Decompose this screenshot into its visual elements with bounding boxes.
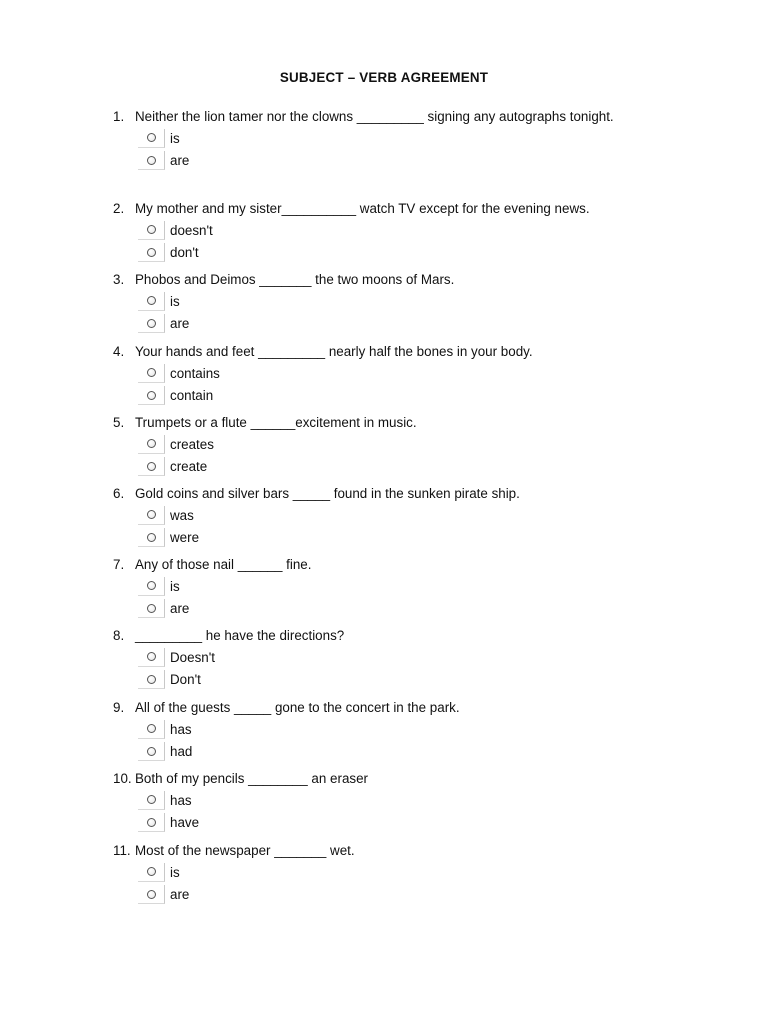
question-line — [113, 198, 673, 219]
radio-circle-icon — [147, 818, 156, 827]
option-label: Doesn't — [170, 649, 215, 665]
option-label: are — [170, 316, 190, 332]
radio-button[interactable] — [138, 364, 165, 383]
radio-button[interactable] — [138, 648, 165, 667]
answer-options — [138, 646, 673, 691]
radio-circle-icon — [147, 225, 156, 234]
question-line — [113, 768, 673, 789]
radio-circle-icon — [147, 652, 156, 661]
question-number: 6. — [113, 486, 125, 501]
question-number: 11. — [113, 843, 131, 858]
question-line — [113, 840, 673, 861]
answer-option[interactable] — [138, 219, 673, 242]
option-label: contains — [170, 365, 220, 381]
radio-circle-icon — [147, 795, 156, 804]
question-number: 4. — [113, 344, 125, 359]
radio-button[interactable] — [138, 528, 165, 547]
question-text: Your hands and feet _________ nearly half the bones in your body. — [135, 344, 533, 359]
radio-circle-icon — [147, 890, 156, 899]
option-label: creates — [170, 436, 214, 452]
question-line — [113, 269, 673, 290]
answer-option[interactable] — [138, 504, 673, 527]
question-text: My mother and my sister__________ watch TV except for the evening news. — [135, 201, 590, 216]
question-5 — [113, 412, 673, 478]
question-number: 9. — [113, 700, 125, 715]
question-text: Gold coins and silver bars _____ found in the sunken pirate ship. — [135, 486, 520, 501]
radio-circle-icon — [147, 391, 156, 400]
option-label: is — [170, 293, 180, 309]
answer-option[interactable] — [138, 646, 673, 669]
radio-button[interactable] — [138, 670, 165, 689]
radio-circle-icon — [147, 248, 156, 257]
question-number: 10. — [113, 771, 132, 786]
radio-circle-icon — [147, 133, 156, 142]
answer-option[interactable] — [138, 150, 633, 173]
question-text: Any of those nail ______ fine. — [135, 557, 312, 572]
option-label: is — [170, 864, 180, 880]
radio-button[interactable] — [138, 457, 165, 476]
question-number: 3. — [113, 272, 125, 287]
question-text: All of the guests _____ gone to the concert in the park. — [135, 700, 460, 715]
question-text: Neither the lion tamer nor the clowns _________ signing any autographs tonight. — [135, 109, 614, 124]
question-number: 1. — [113, 109, 125, 124]
radio-button[interactable] — [138, 885, 165, 904]
answer-option[interactable] — [138, 812, 673, 835]
answer-option[interactable] — [138, 884, 673, 907]
question-text: Both of my pencils ________ an eraser — [135, 771, 368, 786]
question-number: 8. — [113, 628, 125, 643]
answer-option[interactable] — [138, 598, 673, 621]
answer-option[interactable] — [138, 669, 673, 692]
option-label: had — [170, 744, 193, 760]
question-number: 7. — [113, 557, 125, 572]
question-line — [113, 412, 673, 433]
question-text: Trumpets or a flute ______excitement in music. — [135, 415, 417, 430]
answer-option[interactable] — [138, 456, 673, 479]
radio-button[interactable] — [138, 863, 165, 882]
radio-circle-icon — [147, 439, 156, 448]
radio-circle-icon — [147, 533, 156, 542]
radio-circle-icon — [147, 724, 156, 733]
question-line — [113, 697, 673, 718]
radio-button[interactable] — [138, 386, 165, 405]
option-label: has — [170, 721, 192, 737]
radio-circle-icon — [147, 510, 156, 519]
answer-option[interactable] — [138, 527, 673, 550]
option-label: are — [170, 153, 190, 169]
option-label: create — [170, 459, 208, 475]
answer-options — [138, 718, 673, 763]
radio-button[interactable] — [138, 221, 165, 240]
radio-circle-icon — [147, 581, 156, 590]
option-label: Don't — [170, 672, 201, 688]
radio-button[interactable] — [138, 577, 165, 596]
question-line — [113, 106, 633, 127]
answer-option[interactable] — [138, 861, 673, 884]
answer-options — [138, 504, 673, 549]
answer-option[interactable] — [138, 433, 673, 456]
question-6 — [113, 483, 673, 549]
radio-circle-icon — [147, 368, 156, 377]
radio-button[interactable] — [138, 720, 165, 739]
answer-option[interactable] — [138, 290, 673, 313]
answer-option[interactable] — [138, 242, 673, 265]
option-label: was — [170, 507, 194, 523]
radio-button[interactable] — [138, 791, 165, 810]
question-text: Phobos and Deimos _______ the two moons of Mars. — [135, 272, 455, 287]
option-label: were — [170, 530, 200, 546]
answer-option[interactable] — [138, 575, 673, 598]
radio-circle-icon — [147, 867, 156, 876]
radio-button[interactable] — [138, 292, 165, 311]
radio-button[interactable] — [138, 129, 165, 148]
answer-option[interactable] — [138, 385, 673, 408]
answer-options — [138, 362, 673, 407]
answer-options — [138, 127, 633, 172]
option-label: are — [170, 601, 190, 617]
radio-button[interactable] — [138, 599, 165, 618]
question-2 — [113, 198, 673, 264]
answer-options — [138, 861, 673, 906]
question-text: Most of the newspaper _______ wet. — [135, 843, 355, 858]
answer-option[interactable] — [138, 789, 673, 812]
option-label: don't — [170, 245, 199, 261]
option-label: is — [170, 578, 180, 594]
radio-circle-icon — [147, 675, 156, 684]
question-number: 5. — [113, 415, 125, 430]
answer-option[interactable] — [138, 362, 673, 385]
question-line — [113, 554, 673, 575]
answer-options — [138, 219, 673, 264]
option-label: contain — [170, 388, 214, 404]
question-9 — [113, 697, 673, 763]
answer-options — [138, 575, 673, 620]
radio-button[interactable] — [138, 151, 165, 170]
question-7 — [113, 554, 673, 620]
radio-circle-icon — [147, 319, 156, 328]
question-1 — [113, 106, 633, 172]
radio-circle-icon — [147, 462, 156, 471]
answer-option[interactable] — [138, 741, 673, 764]
question-11 — [113, 840, 673, 906]
radio-button[interactable] — [138, 314, 165, 333]
option-label: is — [170, 130, 180, 146]
question-4 — [113, 341, 673, 407]
question-number: 2. — [113, 201, 125, 216]
answer-options — [138, 789, 673, 834]
radio-button[interactable] — [138, 813, 165, 832]
answer-option[interactable] — [138, 718, 673, 741]
question-line — [113, 483, 673, 504]
radio-button[interactable] — [138, 506, 165, 525]
page-title: SUBJECT – VERB AGREEMENT — [279, 70, 489, 85]
question-8 — [113, 625, 673, 691]
answer-option[interactable] — [138, 127, 633, 150]
question-3 — [113, 269, 673, 335]
radio-circle-icon — [147, 296, 156, 305]
radio-button[interactable] — [138, 742, 165, 761]
radio-circle-icon — [147, 747, 156, 756]
question-10 — [113, 768, 673, 834]
option-label: have — [170, 815, 200, 831]
radio-circle-icon — [147, 156, 156, 165]
question-line — [113, 341, 673, 362]
option-label: doesn't — [170, 222, 213, 238]
radio-button[interactable] — [138, 243, 165, 262]
answer-options — [138, 433, 673, 478]
answer-options — [138, 290, 673, 335]
option-label: has — [170, 792, 192, 808]
radio-circle-icon — [147, 604, 156, 613]
radio-button[interactable] — [138, 435, 165, 454]
question-text: _________ he have the directions? — [135, 628, 345, 643]
option-label: are — [170, 887, 190, 903]
question-line — [113, 625, 673, 646]
answer-option[interactable] — [138, 313, 673, 336]
